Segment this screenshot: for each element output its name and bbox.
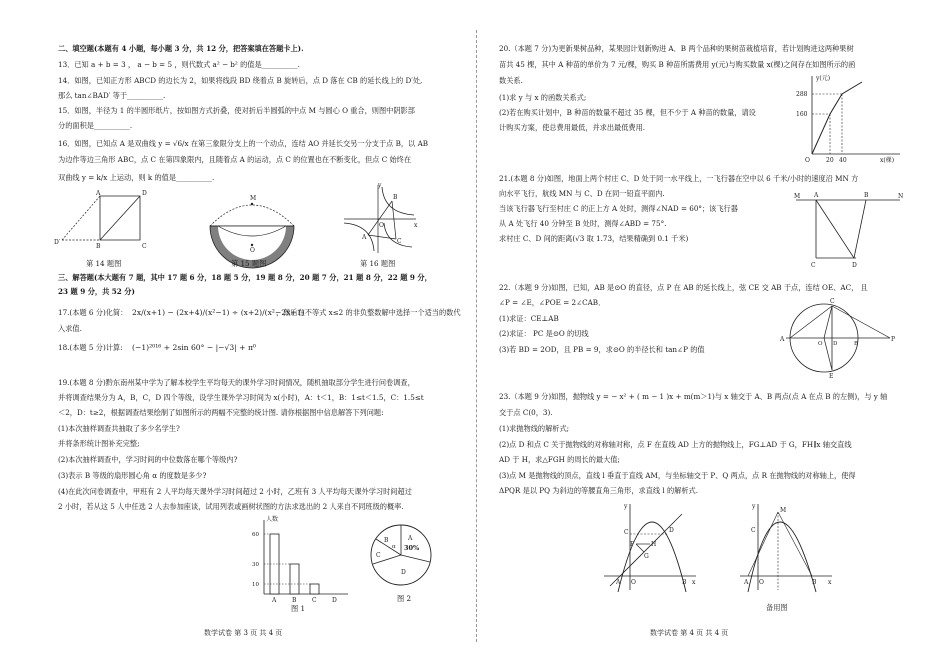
question-22-part3: (3)若 BD = 2OD，且 PB = 9，求⊙O 的半径长和 tan∠P 的值	[499, 345, 705, 354]
svg-text:O: O	[631, 579, 636, 586]
question-23-line1: 23.（本题 9 分)如图，抛物线 y = − x² + ( m − 1 )x + m(m＞1)与 x 轴交于 A、B 两点(点 A 在点 B 的左侧)，与 y 轴	[499, 392, 888, 401]
bar-label-c: C	[312, 597, 317, 604]
question-16-line2: 为边作等边三角形 ABC，点 C 在第四象限内，且随着点 A 的运动，点 C 的位置也在不断变化，但点 C 始终在	[58, 155, 412, 164]
q20-xlabel: x(棵)	[880, 157, 895, 164]
question-19-part1b: 并将条形统计图补充完整;	[58, 439, 140, 448]
question-16-line1: 16．如图，已知点 A 是双曲线 y = √6/x 在第三象限分支上的一个动点，连结 AO 并延长交另一分支于点 B，以 AB	[58, 139, 429, 148]
question-19-part1: (1)本次抽样调查共抽取了多少名学生?	[58, 424, 180, 433]
svg-text:B: B	[682, 579, 687, 586]
bar-c	[310, 584, 319, 594]
question-18-expression: (−1)²⁰¹⁶ + 2sin 60° − |−√3| + π⁰	[132, 343, 256, 352]
question-17-expression: 2x/(x+1) − (2x+4)/(x²−1) ÷ (x+2)/(x²−2x+1)	[132, 308, 305, 317]
bar-value-c: 10	[252, 582, 259, 588]
svg-text:N: N	[898, 193, 904, 200]
svg-text:A: A	[96, 190, 101, 197]
figure-16	[340, 183, 420, 255]
svg-text:G: G	[644, 553, 649, 560]
svg-text:A: A	[814, 192, 819, 199]
pie-label-b: B	[384, 537, 389, 544]
question-23-part2-line2: AD 于 H，求△FGH 的周长的最大值;	[499, 455, 620, 464]
question-19-part4-line1: (4)在此次问卷调查中，甲班有 2 人平均每天课外学习时间超过 2 小时，乙班有 3 人平均每天课外学习时间超过	[58, 487, 412, 496]
bar-value-b: 30	[252, 562, 259, 568]
question-23-part1: (1)求抛物线的解析式;	[499, 424, 570, 433]
svg-text:E: E	[829, 373, 834, 380]
svg-text:O: O	[250, 247, 255, 254]
pie-label-a-pct: 30%	[404, 544, 420, 552]
question-22-part1: (1)求证：CE⊥AB	[499, 314, 559, 323]
caption-figure-15: 第 15 题图	[231, 259, 267, 268]
question-23-line2: 交于点 C(0，3).	[499, 408, 553, 417]
svg-text:C: C	[142, 243, 147, 250]
svg-text:C: C	[830, 298, 835, 305]
svg-text:O: O	[818, 341, 823, 347]
question-22-line2: ∠P = ∠E，∠POE = 2∠CAB．	[499, 298, 606, 307]
question-21-line4: 从 A 处飞行 40 分钟至 B 处时，测得∠ABD = 75°.	[499, 219, 667, 228]
svg-text:D: D	[142, 190, 147, 197]
bar-label-d: D	[332, 597, 337, 604]
svg-text:D: D	[669, 527, 674, 534]
bar-chart-ylabel: 人数	[266, 516, 279, 523]
page-divider	[476, 30, 477, 642]
caption-figure-14: 第 14 题图	[86, 259, 122, 268]
svg-text:x: x	[828, 579, 832, 586]
q22-figure	[778, 296, 896, 378]
caption-fig1: 图 1	[291, 604, 306, 613]
svg-text:D: D	[833, 341, 838, 347]
q20-graph	[792, 72, 907, 164]
q20-ylabel: y(元)	[816, 75, 831, 82]
svg-text:A: A	[744, 579, 749, 586]
bar-chart	[252, 514, 352, 606]
bar-label-b: B	[292, 597, 297, 604]
pie-label-d: D	[401, 569, 406, 576]
footer-left: 数学试卷 第 3 页 共 4 页	[204, 629, 283, 637]
question-22-part2: (2)求证： PC 是⊙O 的切线	[499, 329, 589, 338]
svg-text:M: M	[780, 507, 787, 514]
section-2-title: 二、填空题(本题有 4 小题，每小题 3 分，共 12 分，把答案填在答题卡上).	[58, 44, 304, 53]
question-21-line2: 向水平飞行，航线 MN 与 C、D 在同一铅直平面内.	[499, 189, 665, 198]
question-17-label: 17.(本题 6 分)化简：	[58, 308, 128, 317]
question-20-line3: 数关系.	[499, 76, 523, 85]
question-19-line3: ＜2，D：t≥2，根据调查结果绘制了如图所示的两幅不完整的统计图. 请你根据图中信息解答下列问题:	[58, 408, 384, 417]
footer-right: 数学试卷 第 4 页 共 4 页	[650, 629, 729, 637]
question-21-line3: 当该飞行器飞行至村庄 C 的正上方 A 处时，测得∠NAD = 60°；该飞行器	[499, 204, 738, 213]
svg-text:B: B	[96, 243, 101, 250]
question-15-line1: 15．如图，半径为 1 的半圆形纸片，按如图方式折叠，使对折后半圆弧的中点 M 与圆心 O 重合，则图中阴影部	[58, 106, 415, 115]
pie-chart	[368, 522, 434, 588]
question-22-line1: 22.（本题 9 分)如图，已知，AB 是⊙O 的直径，点 P 在 AB 的延长线上，弦 CE 交 AB 于点，连结 OE、AC， 且	[499, 283, 868, 292]
svg-text:C: C	[811, 262, 816, 269]
svg-text:y: y	[624, 503, 628, 510]
svg-text:C: C	[624, 529, 629, 536]
svg-text:H: H	[651, 541, 657, 548]
question-19-part3: (3)表示 B 等级的扇形圆心角 α 的度数是多少?	[58, 471, 207, 480]
svg-text:x: x	[414, 222, 418, 229]
question-20-line2: 苗共 45 棵，其中 A 种苗的单价为 7 元/棵，购买 B 种苗所需费用 y(元)与购买数量 x(棵)之间存在如图所示的函	[499, 60, 856, 69]
svg-text:A: A	[780, 336, 785, 343]
pie-label-a: A	[408, 535, 413, 542]
question-18-label: 18.(本题 5 分)计算:	[58, 343, 123, 352]
caption-figure-16: 第 16 题图	[360, 259, 396, 268]
q20-origin: O	[805, 157, 810, 164]
question-17-line2: 入求值.	[58, 324, 82, 333]
question-19-line1: 19.(本题 8 分)黔东南州某中学为了解本校学生平均每天的课外学习时间情况，随机抽取部分学生进行问卷调查，	[58, 378, 415, 387]
question-17-tail: ，然后在不等式 x≤2 的非负整数解中选择一个适当的数代	[276, 308, 461, 317]
svg-text:M: M	[250, 195, 257, 202]
question-21-line1: 21.(本题 8 分)如图，地面上两个村庄 C、D 处于同一水平线上，一飞行器在空中以 6 千米/小时的速度沿 MN 方	[499, 174, 859, 183]
pie-slice-border-right	[401, 555, 430, 562]
bar-label-a: A	[272, 597, 277, 604]
q23-spare-figure	[736, 502, 836, 594]
svg-text:B: B	[854, 341, 859, 347]
svg-text:P: P	[891, 336, 896, 343]
q20-y-160: 160	[796, 111, 808, 118]
figure-15	[206, 190, 298, 252]
svg-text:C: C	[397, 238, 402, 245]
bar-b	[290, 564, 299, 594]
q20-x-20: 20	[826, 157, 834, 164]
question-16-line3: 双曲线 y = k/x 上运动，则 k 的值是__________.	[58, 173, 215, 182]
svg-text:A: A	[362, 234, 367, 241]
svg-text:O: O	[379, 222, 384, 229]
question-20-part2-line2: 计购买方案，使总费用最低，并求出最低费用.	[499, 123, 646, 132]
question-19-part4-line2: 2 小时，若从这 5 人中任选 2 人去参加座谈，试用列表或画树状图的方法求选出的 2 人来自不同班级的概率.	[58, 502, 404, 511]
caption-spare-figure: 备用图	[766, 603, 788, 612]
question-23-part2-line1: (2)点 D 和点 C 关于抛物线的对称轴对称，点 F 在直线 AD 上方的抛物线上，FG⊥AD 于 G，FH∥x 轴交直线	[499, 440, 852, 449]
question-23-part3-line1: (3)点 M 是抛物线的顶点，直线 l 垂直于直线 AM，与坐标轴交于 P、Q 两点，点 R 在抛物线的对称轴上，使得	[499, 471, 856, 480]
svg-text:F: F	[630, 541, 635, 548]
question-21-line5: 求村庄 C、D 间的距离(√3 取 1.73，结果精确到 0.1 千米)	[499, 234, 689, 243]
section-3-title-line2: 23 题 9 分，共 52 分)	[58, 287, 135, 296]
question-23-part3-line2: ΔPQR 是以 PQ 为斜边的等腰直角三角形，求直线 l 的解析式.	[499, 486, 699, 495]
svg-text:y: y	[378, 182, 382, 189]
svg-text:x: x	[692, 579, 696, 586]
svg-text:D′: D′	[54, 239, 61, 246]
svg-text:O: O	[759, 579, 764, 586]
svg-text:B: B	[864, 192, 869, 199]
svg-text:y: y	[752, 503, 756, 510]
question-15-line2: 分的面积是__________.	[58, 121, 133, 130]
svg-text:M: M	[794, 193, 801, 200]
q20-y-288: 288	[796, 91, 808, 98]
pie-label-alpha: α	[392, 544, 396, 550]
bar-value-a: 60	[252, 532, 259, 538]
q20-x-40: 40	[839, 157, 847, 164]
svg-text:B: B	[812, 579, 817, 586]
pie-label-c: C	[376, 552, 381, 559]
svg-text:D: D	[852, 262, 857, 269]
question-13: 13．已知 a + b = 3 ， a − b = 5 ，则代数式 a² − b² 的值是__________.	[58, 60, 300, 69]
section-3-title-line1: 三、解答题(本大题有 7 题，其中 17 题 6 分，18 题 5 分，19 题 8 分，20 题 7 分，21 题 8 分，22 题 9 分，	[58, 273, 432, 282]
question-20-part1: (1)求 y 与 x 的函数关系式;	[499, 93, 587, 102]
svg-text:A: A	[616, 579, 621, 586]
figure-14	[54, 190, 170, 255]
question-19-line2: 并将调查结果分为 A，B，C，D 四个等级，设学生课外学习时间为 x(小时)，A：t＜1，B：1≤t＜1.5，C：1.5≤t	[58, 393, 424, 402]
question-19-part2: (2)本次抽样调查中，学习时间的中位数落在哪个等级内?	[58, 455, 238, 464]
question-14-line1: 14．如图，已知正方形 ABCD 的边长为 2，如果将线段 BD 绕着点 B 旋转后，点 D 落在 CB 的延长线上的 D′处,	[58, 76, 423, 85]
question-20-line1: 20.（本题 7 分)为更新果树品种，某果园计划新购进 A．B 两个品种的果树苗栽植培育，若计划购进这两种果树	[499, 44, 854, 53]
question-14-line2: 那么 tan∠BAD′ 等于__________.	[58, 91, 166, 100]
q21-figure	[792, 192, 912, 268]
caption-fig2: 图 2	[397, 594, 412, 603]
question-20-part2-line1: (2)若在购买计划中，B 种苗的数量不超过 35 棵，但不少于 A 种苗的数量，请设	[499, 108, 756, 117]
svg-text:B: B	[393, 194, 398, 201]
svg-text:C: C	[751, 527, 756, 534]
q23-figure	[600, 502, 700, 594]
